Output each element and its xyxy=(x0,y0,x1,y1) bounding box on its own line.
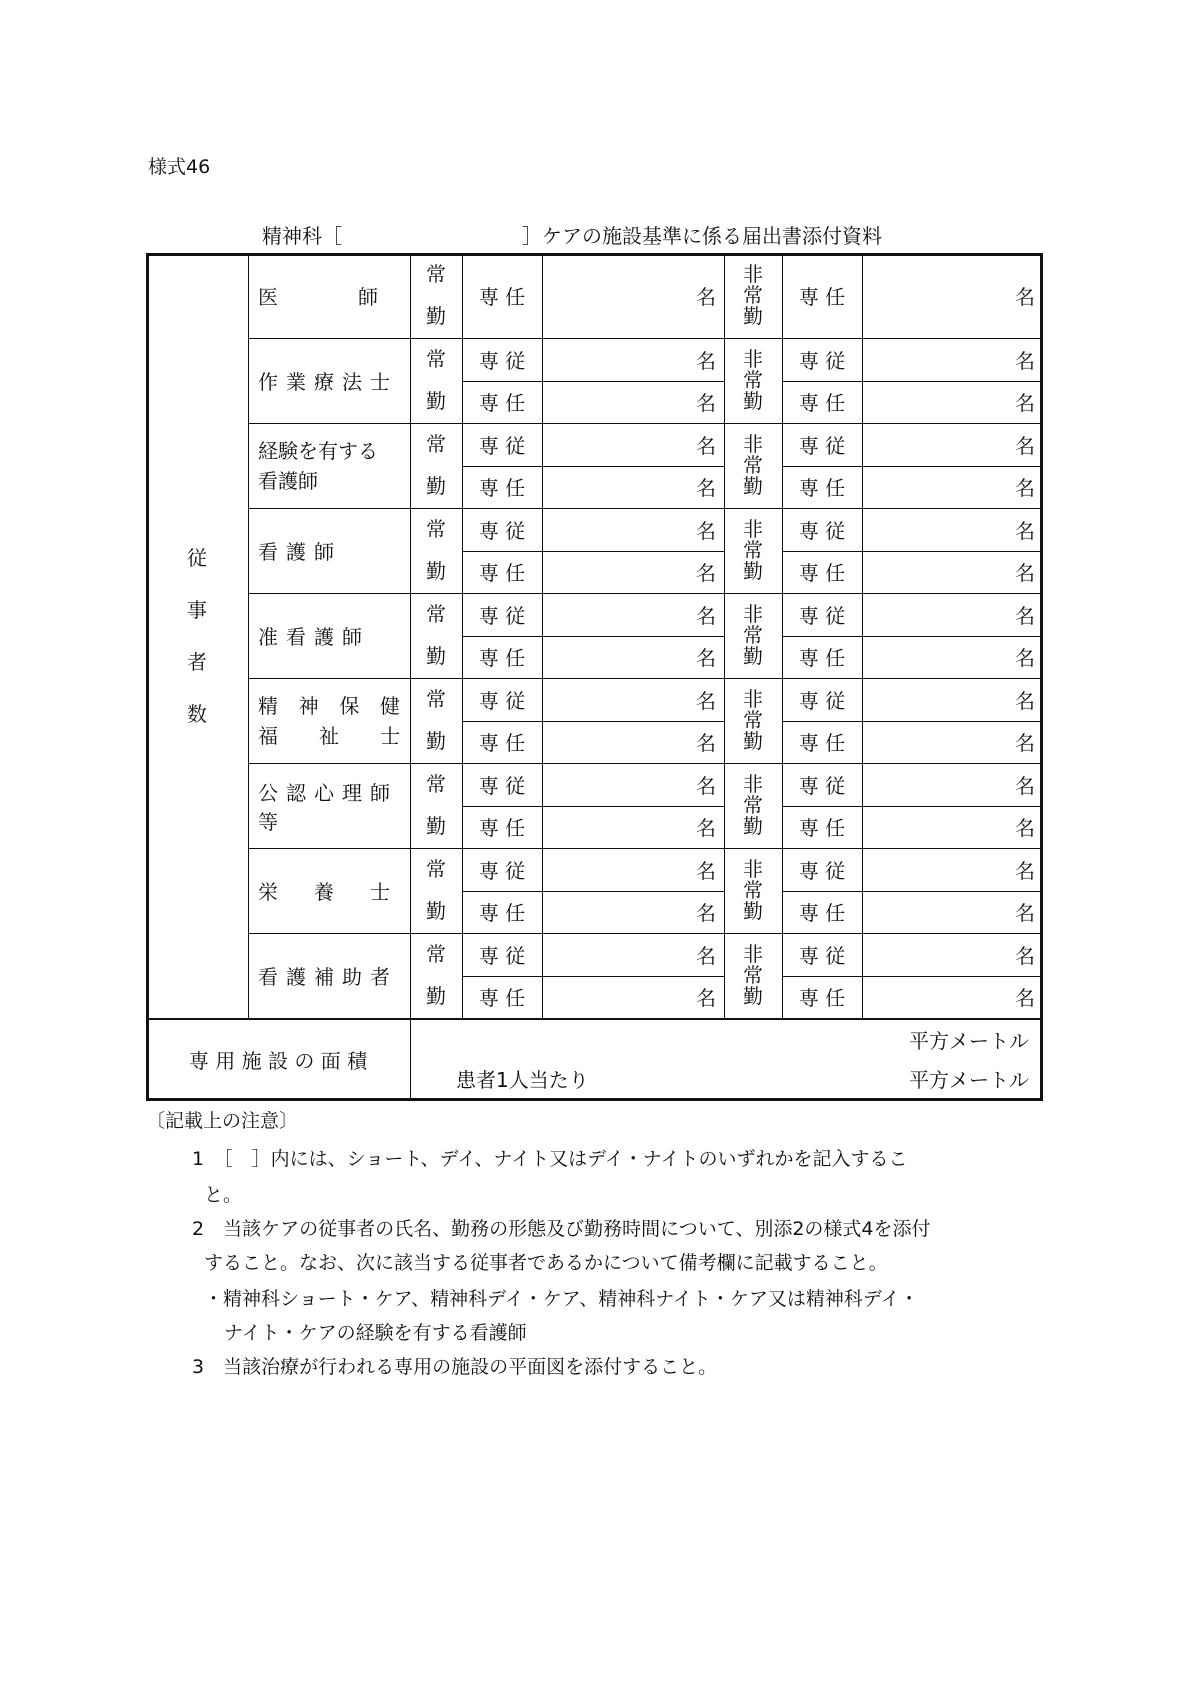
engaged-label: 専 従 xyxy=(798,518,846,543)
engaged-label: 専 従 xyxy=(478,773,526,798)
parttime-label-char: 非 xyxy=(743,347,763,371)
parttime-label xyxy=(724,423,782,508)
dedicated-label: 専 任 xyxy=(798,285,846,309)
note-2-bullet-line-1: ・精神科ショート・ケア、精神科デイ・ケア、精神科ナイト・ケア又は精神科デイ・ xyxy=(204,1288,919,1310)
role-name: 医 師 xyxy=(258,285,378,309)
fulltime-label-top: 常 xyxy=(426,601,446,626)
engaged-label: 専 従 xyxy=(798,943,846,968)
engaged-label: 専 従 xyxy=(478,348,526,373)
count-field[interactable]: 名 xyxy=(1015,518,1035,543)
count-field[interactable]: 名 xyxy=(696,773,716,798)
parttime-label-char: 常 xyxy=(743,538,763,562)
parttime-label-char: 常 xyxy=(743,453,763,477)
count-field[interactable]: 名 xyxy=(696,943,716,968)
count-field[interactable]: 名 xyxy=(1015,476,1035,501)
parttime-label-char: 常 xyxy=(743,283,763,307)
count-field[interactable]: 名 xyxy=(696,518,716,543)
engaged-label: 専 従 xyxy=(798,603,846,628)
parttime-label-char: 非 xyxy=(743,432,763,456)
count-field[interactable]: 名 xyxy=(696,348,716,373)
count-field[interactable]: 名 xyxy=(696,688,716,713)
role-name xyxy=(248,423,410,508)
fulltime-label-bottom: 勤 xyxy=(426,559,446,584)
dedicated-label: 専 任 xyxy=(798,476,846,501)
parttime-label xyxy=(724,508,782,593)
fulltime-label xyxy=(410,593,462,678)
fulltime-label-bottom: 勤 xyxy=(426,474,446,499)
dedicated-label: 専 任 xyxy=(798,901,846,926)
fulltime-label-top: 常 xyxy=(426,771,446,796)
count-field[interactable]: 名 xyxy=(696,731,716,756)
fulltime-label-bottom: 勤 xyxy=(426,389,446,414)
parttime-label-char: 非 xyxy=(743,262,763,286)
engaged-label: 専 従 xyxy=(478,433,526,458)
fulltime-label xyxy=(410,933,462,1018)
count-field[interactable]: 名 xyxy=(1015,858,1035,883)
fulltime-label xyxy=(410,763,462,848)
fulltime-label-top: 常 xyxy=(426,686,446,711)
fulltime-label-bottom: 勤 xyxy=(426,899,446,924)
engaged-label: 専 従 xyxy=(798,773,846,798)
fulltime-label-top: 常 xyxy=(426,431,446,456)
parttime-label-char: 非 xyxy=(743,772,763,796)
parttime-label-char: 勤 xyxy=(743,729,763,753)
count-field[interactable]: 名 xyxy=(1015,773,1035,798)
engaged-label: 専 従 xyxy=(478,943,526,968)
count-field[interactable]: 名 xyxy=(696,986,716,1011)
parttime-label xyxy=(724,253,782,338)
role-name: 栄 養 士 xyxy=(258,880,398,904)
dedicated-label: 専 任 xyxy=(478,901,526,926)
count-field[interactable]: 名 xyxy=(1015,816,1035,841)
role-name-line: 精 神 保 健 xyxy=(258,693,400,718)
count-field[interactable]: 名 xyxy=(1015,561,1035,586)
form-title xyxy=(262,220,882,249)
parttime-label-char: 勤 xyxy=(743,389,763,413)
staff-table xyxy=(146,253,1043,1101)
engaged-label: 専 従 xyxy=(798,433,846,458)
parttime-label-char: 非 xyxy=(743,942,763,966)
staff-count-label-char: 従 xyxy=(187,545,207,570)
role-name: 作業療法士 xyxy=(258,370,398,394)
role-name: 准看護師 xyxy=(258,625,370,649)
dedicated-label: 専 任 xyxy=(478,391,526,416)
dedicated-label: 専 任 xyxy=(798,816,846,841)
dedicated-label: 専 任 xyxy=(798,986,846,1011)
fulltime-label xyxy=(410,508,462,593)
role-name-line: 福 祉 士 xyxy=(258,723,400,748)
fulltime-label xyxy=(410,338,462,423)
parttime-label-char: 常 xyxy=(743,368,763,392)
area-per-patient-field[interactable]: 平方メートル xyxy=(909,1067,1029,1092)
fulltime-label xyxy=(410,848,462,933)
note-3: 3 当該治療が行われる専用の施設の平面図を添付すること。 xyxy=(192,1356,718,1378)
parttime-label-char: 常 xyxy=(743,793,763,817)
count-field[interactable]: 名 xyxy=(696,476,716,501)
fulltime-label-top: 常 xyxy=(426,261,446,286)
parttime-label xyxy=(724,678,782,763)
count-field[interactable]: 名 xyxy=(696,646,716,671)
parttime-label-char: 常 xyxy=(743,708,763,732)
role-name-line: 経験を有する xyxy=(258,438,378,463)
parttime-label-char: 勤 xyxy=(743,899,763,923)
form-id: 様式46 xyxy=(148,156,211,178)
parttime-label xyxy=(724,848,782,933)
parttime-label-char: 勤 xyxy=(743,984,763,1008)
notes-heading: 〔記載上の注意〕 xyxy=(146,1110,299,1132)
fulltime-label-top: 常 xyxy=(426,516,446,541)
parttime-label-char: 常 xyxy=(743,963,763,987)
parttime-label xyxy=(724,593,782,678)
parttime-label-char: 非 xyxy=(743,602,763,626)
count-field[interactable]: 名 xyxy=(696,901,716,926)
count-field[interactable]: 名 xyxy=(1015,285,1035,309)
note-1-line-1: 1 ［ ］内には、ショート、デイ、ナイト又はデイ・ナイトのいずれかを記入するこ xyxy=(192,1148,908,1170)
fulltime-label-top: 常 xyxy=(426,941,446,966)
count-field[interactable]: 名 xyxy=(1015,348,1035,373)
note-2-bullet-line-2: ナイト・ケアの経験を有する看護師 xyxy=(224,1322,527,1344)
count-field[interactable]: 名 xyxy=(696,391,716,416)
area-label: 専 用 施 設 の 面 積 xyxy=(188,1049,368,1073)
fulltime-label-top: 常 xyxy=(426,346,446,371)
count-field[interactable]: 名 xyxy=(1015,646,1035,671)
title-suffix: ］ケアの施設基準に係る届出書添付資料 xyxy=(522,224,882,248)
dedicated-label: 専 任 xyxy=(798,561,846,586)
dedicated-label: 専 任 xyxy=(798,731,846,756)
dedicated-label: 専 任 xyxy=(798,391,846,416)
dedicated-label: 専 任 xyxy=(478,476,526,501)
count-field[interactable]: 名 xyxy=(1015,603,1035,628)
parttime-label-char: 勤 xyxy=(743,474,763,498)
role-name: 公認心理師等 xyxy=(258,780,398,834)
parttime-label xyxy=(724,338,782,423)
dedicated-label: 専 任 xyxy=(478,986,526,1011)
count-field[interactable]: 名 xyxy=(1015,901,1035,926)
parttime-label xyxy=(724,763,782,848)
fulltime-label xyxy=(410,678,462,763)
engaged-label: 専 従 xyxy=(798,858,846,883)
parttime-label-char: 勤 xyxy=(743,304,763,328)
dedicated-label: 専 任 xyxy=(478,285,526,309)
role-name-line: 看護師 xyxy=(258,468,318,493)
parttime-label-char: 非 xyxy=(743,857,763,881)
count-field[interactable]: 名 xyxy=(696,285,716,309)
staff-count-label-char: 者 xyxy=(187,649,207,674)
count-field[interactable]: 名 xyxy=(696,561,716,586)
dedicated-label: 専 任 xyxy=(478,646,526,671)
fulltime-label-bottom: 勤 xyxy=(426,814,446,839)
role-name: 看護補助者 xyxy=(258,965,398,989)
engaged-label: 専 従 xyxy=(478,858,526,883)
engaged-label: 専 従 xyxy=(478,603,526,628)
dedicated-label: 専 任 xyxy=(478,816,526,841)
per-patient-label: 患者1人当たり xyxy=(456,1067,589,1092)
staff-count-label xyxy=(146,253,248,1018)
dedicated-label: 専 任 xyxy=(478,561,526,586)
count-field[interactable]: 名 xyxy=(696,816,716,841)
engaged-label: 専 従 xyxy=(478,518,526,543)
parttime-label-char: 常 xyxy=(743,878,763,902)
dedicated-label: 専 任 xyxy=(478,731,526,756)
note-1-line-2: と。 xyxy=(204,1184,243,1206)
parttime-label-char: 勤 xyxy=(743,814,763,838)
parttime-label-char: 非 xyxy=(743,687,763,711)
count-field[interactable]: 名 xyxy=(1015,433,1035,458)
note-2-line-2: すること。なお、次に該当する従事者であるかについて備考欄に記載すること。 xyxy=(204,1252,888,1274)
fulltime-label-bottom: 勤 xyxy=(426,984,446,1009)
title-prefix: 精神科［ xyxy=(262,224,342,248)
engaged-label: 専 従 xyxy=(798,348,846,373)
dedicated-label: 専 任 xyxy=(798,646,846,671)
parttime-label-char: 勤 xyxy=(743,559,763,583)
parttime-label-char: 勤 xyxy=(743,644,763,668)
fulltime-label xyxy=(410,423,462,508)
fulltime-label xyxy=(410,253,462,338)
count-field[interactable]: 名 xyxy=(696,603,716,628)
engaged-label: 専 従 xyxy=(478,688,526,713)
fulltime-label-top: 常 xyxy=(426,856,446,881)
parttime-label xyxy=(724,933,782,1018)
fulltime-label-bottom: 勤 xyxy=(426,644,446,669)
engaged-label: 専 従 xyxy=(798,688,846,713)
count-field[interactable]: 名 xyxy=(1015,986,1035,1011)
parttime-label-char: 常 xyxy=(743,623,763,647)
fulltime-label-bottom: 勤 xyxy=(426,304,446,329)
note-2-line-1: 2 当該ケアの従事者の氏名、勤務の形態及び勤務時間について、別添2の様式4を添付 xyxy=(192,1218,931,1240)
role-name-lines xyxy=(258,436,410,496)
role-name: 看護師 xyxy=(258,540,342,564)
count-field[interactable]: 名 xyxy=(1015,391,1035,416)
count-field[interactable]: 名 xyxy=(696,433,716,458)
count-field[interactable]: 名 xyxy=(1015,943,1035,968)
parttime-label-char: 非 xyxy=(743,517,763,541)
area-total-field[interactable]: 平方メートル xyxy=(909,1028,1029,1053)
count-field[interactable]: 名 xyxy=(696,858,716,883)
role-name-lines xyxy=(258,691,410,751)
staff-count-label-char: 数 xyxy=(187,701,207,726)
role-name xyxy=(248,678,410,763)
count-field[interactable]: 名 xyxy=(1015,731,1035,756)
count-field[interactable]: 名 xyxy=(1015,688,1035,713)
staff-count-label-char: 事 xyxy=(187,597,207,622)
fulltime-label-bottom: 勤 xyxy=(426,729,446,754)
